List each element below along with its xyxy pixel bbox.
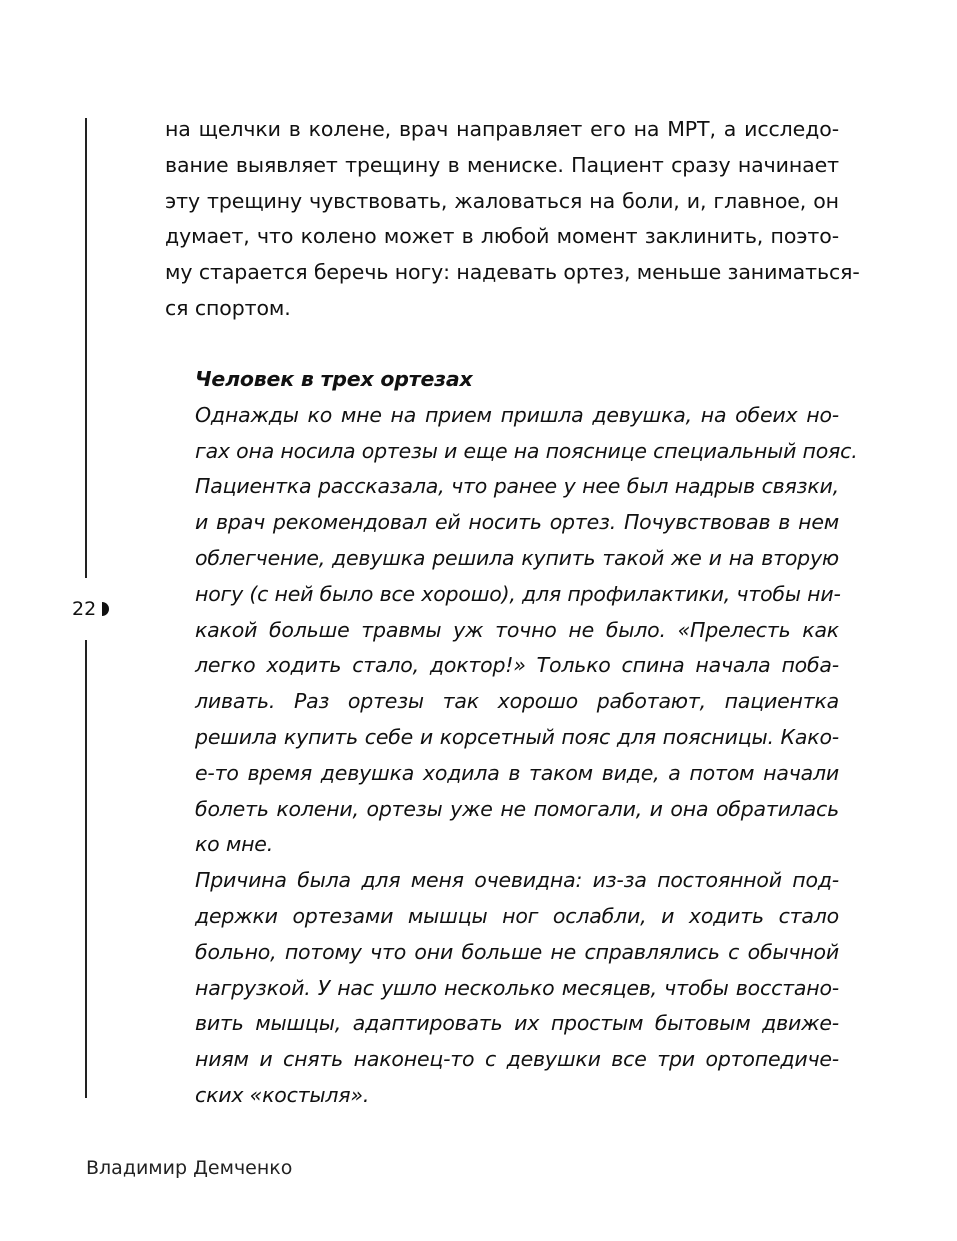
case-story-line: легко ходить стало, доктор!» Только спина начала поба- xyxy=(195,653,839,678)
case-story-title: Человек в трех ортезах xyxy=(195,367,473,391)
case-story-line: больно, потому что они больше не справлялись с обычной xyxy=(195,939,839,964)
case-story-line: решила купить себе и корсетный пояс для поясницы. Како- xyxy=(195,724,839,749)
page-number xyxy=(72,597,109,621)
case-story-line: ских «костыля». xyxy=(195,1082,370,1107)
body-line: на щелчки в колене, врач направляет его на МРТ, а исследо- xyxy=(165,117,839,141)
margin-rule-bottom xyxy=(85,640,87,1098)
case-story-line: ниям и снять наконец-то с девушки все три ортопедиче- xyxy=(195,1047,839,1072)
case-story-line: Пациентка рассказала, что ранее у нее был надрыв связки, xyxy=(195,474,839,499)
author-name: Владимир Демченко xyxy=(86,1157,293,1179)
case-story-line: Причина была для меня очевидна: из-за постоянной под- xyxy=(195,868,839,893)
half-circle-icon xyxy=(102,602,109,616)
case-story-line: облегчение, девушка решила купить такой же и на вторую xyxy=(195,545,839,570)
case-story-line: ливать. Раз ортезы так хорошо работают, пациентка xyxy=(195,689,839,714)
case-story-line: ко мне. xyxy=(195,832,274,857)
body-line: думает, что колено может в любой момент заклинить, поэто- xyxy=(165,224,839,249)
case-story-line: е-то время девушка ходила в таком виде, а потом начали xyxy=(195,760,839,785)
body-line: му старается беречь ногу: надевать ортез, меньше заниматься- xyxy=(165,260,860,285)
body-paragraph xyxy=(165,112,860,327)
case-story-line: гах она носила ортезы и еще на пояснице специальный пояс. xyxy=(195,438,858,463)
case-story-line: какой больше травмы уж точно не было. «Прелесть как xyxy=(195,617,839,642)
case-story-line: ногу (с ней было все хорошо), для профилактики, чтобы ни- xyxy=(195,581,841,606)
page-number-text: 22 xyxy=(72,598,97,620)
body-line: вание выявляет трещину в мениске. Пациент сразу начинает xyxy=(165,152,839,177)
case-story-line: нагрузкой. У нас ушло несколько месяцев, чтобы восстано- xyxy=(195,975,839,1000)
margin-rule-top xyxy=(85,118,87,578)
case-story-line: вить мышцы, адаптировать их простым бытовым движе- xyxy=(195,1011,839,1036)
body-line: ся спортом. xyxy=(165,295,291,320)
case-story-line: Однажды ко мне на прием пришла девушка, на обеих но- xyxy=(195,402,839,427)
case-story-box xyxy=(195,362,858,1114)
body-line: эту трещину чувствовать, жаловаться на боли, и, главное, он xyxy=(165,188,839,213)
case-story-line: болеть колени, ортезы уже не помогали, и она обратилась xyxy=(195,796,839,821)
case-story-line: держки ортезами мышцы ног ослабли, и ходить стало xyxy=(195,903,839,928)
case-story-line: и врач рекомендовал ей носить ортез. Почувствовав в нем xyxy=(195,510,839,535)
